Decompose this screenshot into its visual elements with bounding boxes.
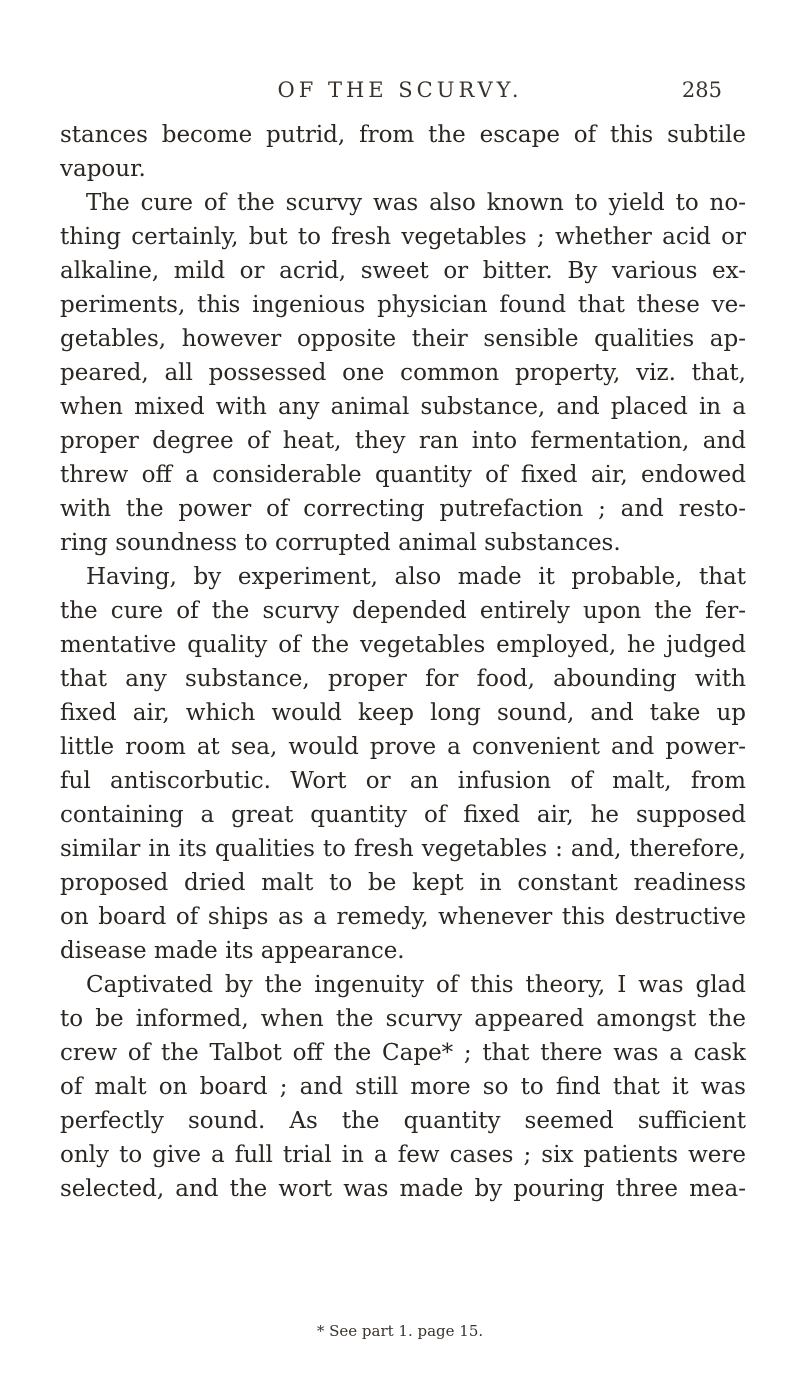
text-line: peared, all possessed one common property, viz. that, <box>60 360 746 386</box>
page-number: 285 <box>681 78 722 102</box>
text-line: Captivated by the ingenuity of this theory, I was glad <box>86 972 746 998</box>
body-text <box>60 118 746 1206</box>
text-line: The cure of the scurvy was also known to yield to no- <box>86 190 746 216</box>
text-line: with the power of correcting putrefaction ; and resto- <box>60 496 746 522</box>
running-head <box>0 78 800 108</box>
text-line: proper degree of heat, they ran into fermentation, and <box>60 428 746 454</box>
text-line: vapour. <box>60 156 146 182</box>
text-line: similar in its qualities to fresh vegetables : and, therefore, <box>60 836 746 862</box>
text-line: crew of the Talbot off the Cape* ; that there was a cask <box>60 1040 746 1066</box>
text-line: little room at sea, would prove a convenient and power- <box>60 734 746 760</box>
text-line: containing a great quantity of fixed air, he supposed <box>60 802 746 828</box>
text-line: mentative quality of the vegetables employed, he judged <box>60 632 746 658</box>
text-line: ring soundness to corrupted animal substances. <box>60 530 621 556</box>
text-line: the cure of the scurvy depended entirely upon the fer- <box>60 598 746 624</box>
text-line: on board of ships as a remedy, whenever this destructive <box>60 904 746 930</box>
text-line: proposed dried malt to be kept in constant readiness <box>60 870 746 896</box>
text-line: alkaline, mild or acrid, sweet or bitter. By various ex- <box>60 258 746 284</box>
text-line: only to give a full trial in a few cases ; six patients were <box>60 1142 746 1168</box>
text-line: Having, by experiment, also made it probable, that <box>86 564 746 590</box>
text-line: of malt on board ; and still more so to find that it was <box>60 1074 746 1100</box>
text-line: thing certainly, but to fresh vegetables ; whether acid or <box>60 224 746 250</box>
text-line: fixed air, which would keep long sound, and take up <box>60 700 746 726</box>
running-title: OF THE SCURVY. <box>277 78 523 102</box>
text-line: stances become putrid, from the escape of this subtile <box>60 122 746 148</box>
text-line: that any substance, proper for food, abounding with <box>60 666 746 692</box>
text-line: perfectly sound. As the quantity seemed sufficient <box>60 1108 746 1134</box>
footnote: * See part 1. page 15. <box>316 1322 484 1340</box>
text-line: ful antiscorbutic. Wort or an infusion of malt, from <box>60 768 746 794</box>
text-line: when mixed with any animal substance, and placed in a <box>60 394 746 420</box>
text-line: disease made its appearance. <box>60 938 405 964</box>
text-line: selected, and the wort was made by pouring three mea- <box>60 1176 746 1202</box>
text-line: periments, this ingenious physician found that these ve- <box>60 292 746 318</box>
text-line: to be informed, when the scurvy appeared amongst the <box>60 1006 746 1032</box>
text-line: threw off a considerable quantity of fixed air, endowed <box>60 462 746 488</box>
text-line: getables, however opposite their sensible qualities ap- <box>60 326 746 352</box>
